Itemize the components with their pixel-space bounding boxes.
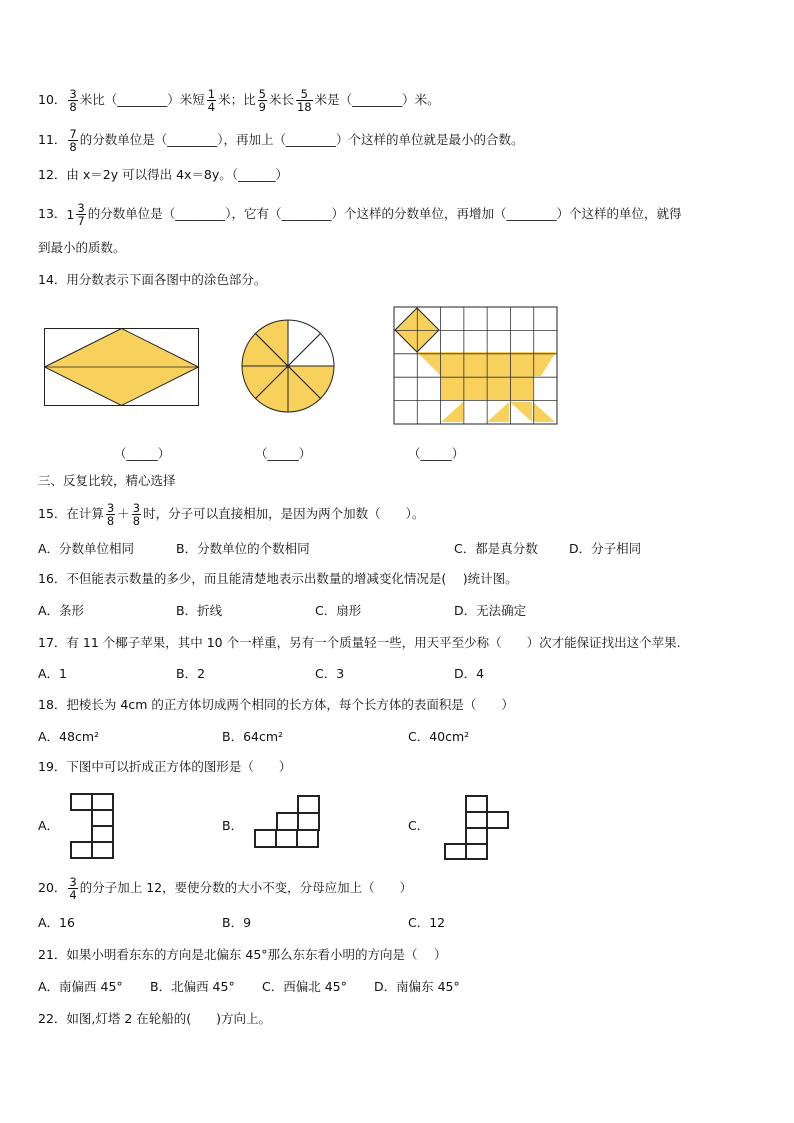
option-d[interactable]: D．无法确定 xyxy=(454,603,527,618)
rhombus-figure xyxy=(44,328,200,408)
section-heading: 三、反复比较，精心选择 xyxy=(38,473,176,488)
question-19: 19．下图中可以折成正方体的图形是（ ） xyxy=(38,759,292,774)
circle-sectors-figure xyxy=(240,318,336,414)
question-21: 21．如果小明看东东的方向是北偏东 45°那么东东看小明的方向是（ ） xyxy=(38,947,447,962)
fraction: $\frac{3}{8}$ xyxy=(106,501,115,528)
fraction: $\frac{5}{9}$ xyxy=(258,87,266,114)
cube-net-a[interactable] xyxy=(70,793,116,861)
question-15: 15．在计算 $\frac{3}{8}$ ＋ $\frac{3}{8}$ 时，分子可以直接相加，是因为两个加数（ ）。 xyxy=(38,501,425,528)
option-a[interactable]: A．1 xyxy=(38,666,68,681)
fraction: $\frac{1}{4}$ xyxy=(207,87,216,114)
figure-2-answer[interactable]: （_____） xyxy=(255,446,312,461)
option-b[interactable]: B．分数单位的个数相同 xyxy=(176,541,310,556)
option-d[interactable]: D．分子相同 xyxy=(569,541,642,556)
option-c[interactable]: C．40cm² xyxy=(408,729,470,744)
option-c[interactable]: C．西偏北 45° xyxy=(262,979,347,994)
option-b[interactable]: B．北偏西 45° xyxy=(150,979,235,994)
question-17: 17．有 11 个椰子苹果，其中 10 个一样重，另有一个质量轻一些，用天平至少称（ ）次才能保证找出这个苹果. xyxy=(38,635,681,650)
fraction: $\frac{3}{7}$ xyxy=(77,201,85,228)
option-b[interactable]: B．折线 xyxy=(176,603,223,618)
question-13: 13．1 $\frac{3}{7}$ 的分数单位是（________），它有（________）个这样的分数单位，再增加（________）个这样的单位，就得 xyxy=(38,201,682,228)
option-c[interactable]: C．12 xyxy=(408,915,446,930)
figure-3-answer[interactable]: （_____） xyxy=(408,446,465,461)
fraction: $\frac{7}{8}$ xyxy=(69,127,77,154)
fraction: $\frac{5}{18}$ xyxy=(296,87,312,114)
question-16: 16．不但能表示数量的多少，而且能清楚地表示出数量的增减变化情况是( )统计图。 xyxy=(38,571,518,586)
option-b[interactable]: B．2 xyxy=(176,666,206,681)
option-b[interactable]: B． xyxy=(222,818,244,833)
question-10: 10． $\frac{3}{8}$ 米比（________）米短 $\frac{1}{4}$ 米；比 $\frac{5}{9}$ 米长 $\frac{5}{18}$ 米是（________）米。 xyxy=(38,87,440,114)
question-20: 20． $\frac{3}{4}$ 的分子加上 12，要使分数的大小不变，分母应加上（ ） xyxy=(38,875,413,902)
question-18: 18．把棱长为 4cm 的正方体切成两个相同的长方体，每个长方体的表面积是（ ） xyxy=(38,697,514,712)
question-13-cont: 到最小的质数。 xyxy=(38,240,126,255)
option-c[interactable]: C． xyxy=(408,818,430,833)
grid-figure xyxy=(393,306,559,428)
cube-net-c[interactable] xyxy=(444,795,512,861)
question-14: 14．用分数表示下面各图中的涂色部分。 xyxy=(38,272,267,287)
figure-1-answer[interactable]: （_____） xyxy=(114,446,171,461)
option-d[interactable]: D．4 xyxy=(454,666,485,681)
option-a[interactable]: A．分数单位相同 xyxy=(38,541,135,556)
mixed-number-whole: 1 xyxy=(66,206,75,222)
option-a[interactable]: A．条形 xyxy=(38,603,85,618)
option-b[interactable]: B．9 xyxy=(222,915,252,930)
option-b[interactable]: B．64cm² xyxy=(222,729,284,744)
fraction: $\frac{3}{8}$ xyxy=(69,87,77,114)
fraction: $\frac{3}{8}$ xyxy=(132,501,141,528)
option-a[interactable]: A．48cm² xyxy=(38,729,100,744)
option-d[interactable]: D．南偏东 45° xyxy=(374,979,460,994)
cube-net-b[interactable] xyxy=(254,795,322,849)
question-22: 22．如图,灯塔 2 在轮船的( )方向上。 xyxy=(38,1011,272,1026)
question-11: 11． $\frac{7}{8}$ 的分数单位是（________），再加上（________）个这样的单位就是最小的合数。 xyxy=(38,127,524,154)
option-a[interactable]: A．16 xyxy=(38,915,75,930)
question-12: 12．由 x＝2y 可以得出 4x＝8y。（______） xyxy=(38,167,289,182)
option-a[interactable]: A．南偏西 45° xyxy=(38,979,123,994)
option-c[interactable]: C．都是真分数 xyxy=(454,541,538,556)
option-c[interactable]: C．3 xyxy=(315,666,345,681)
fraction: $\frac{3}{4}$ xyxy=(69,875,77,902)
option-c[interactable]: C．扇形 xyxy=(315,603,362,618)
option-a[interactable]: A． xyxy=(38,818,60,833)
